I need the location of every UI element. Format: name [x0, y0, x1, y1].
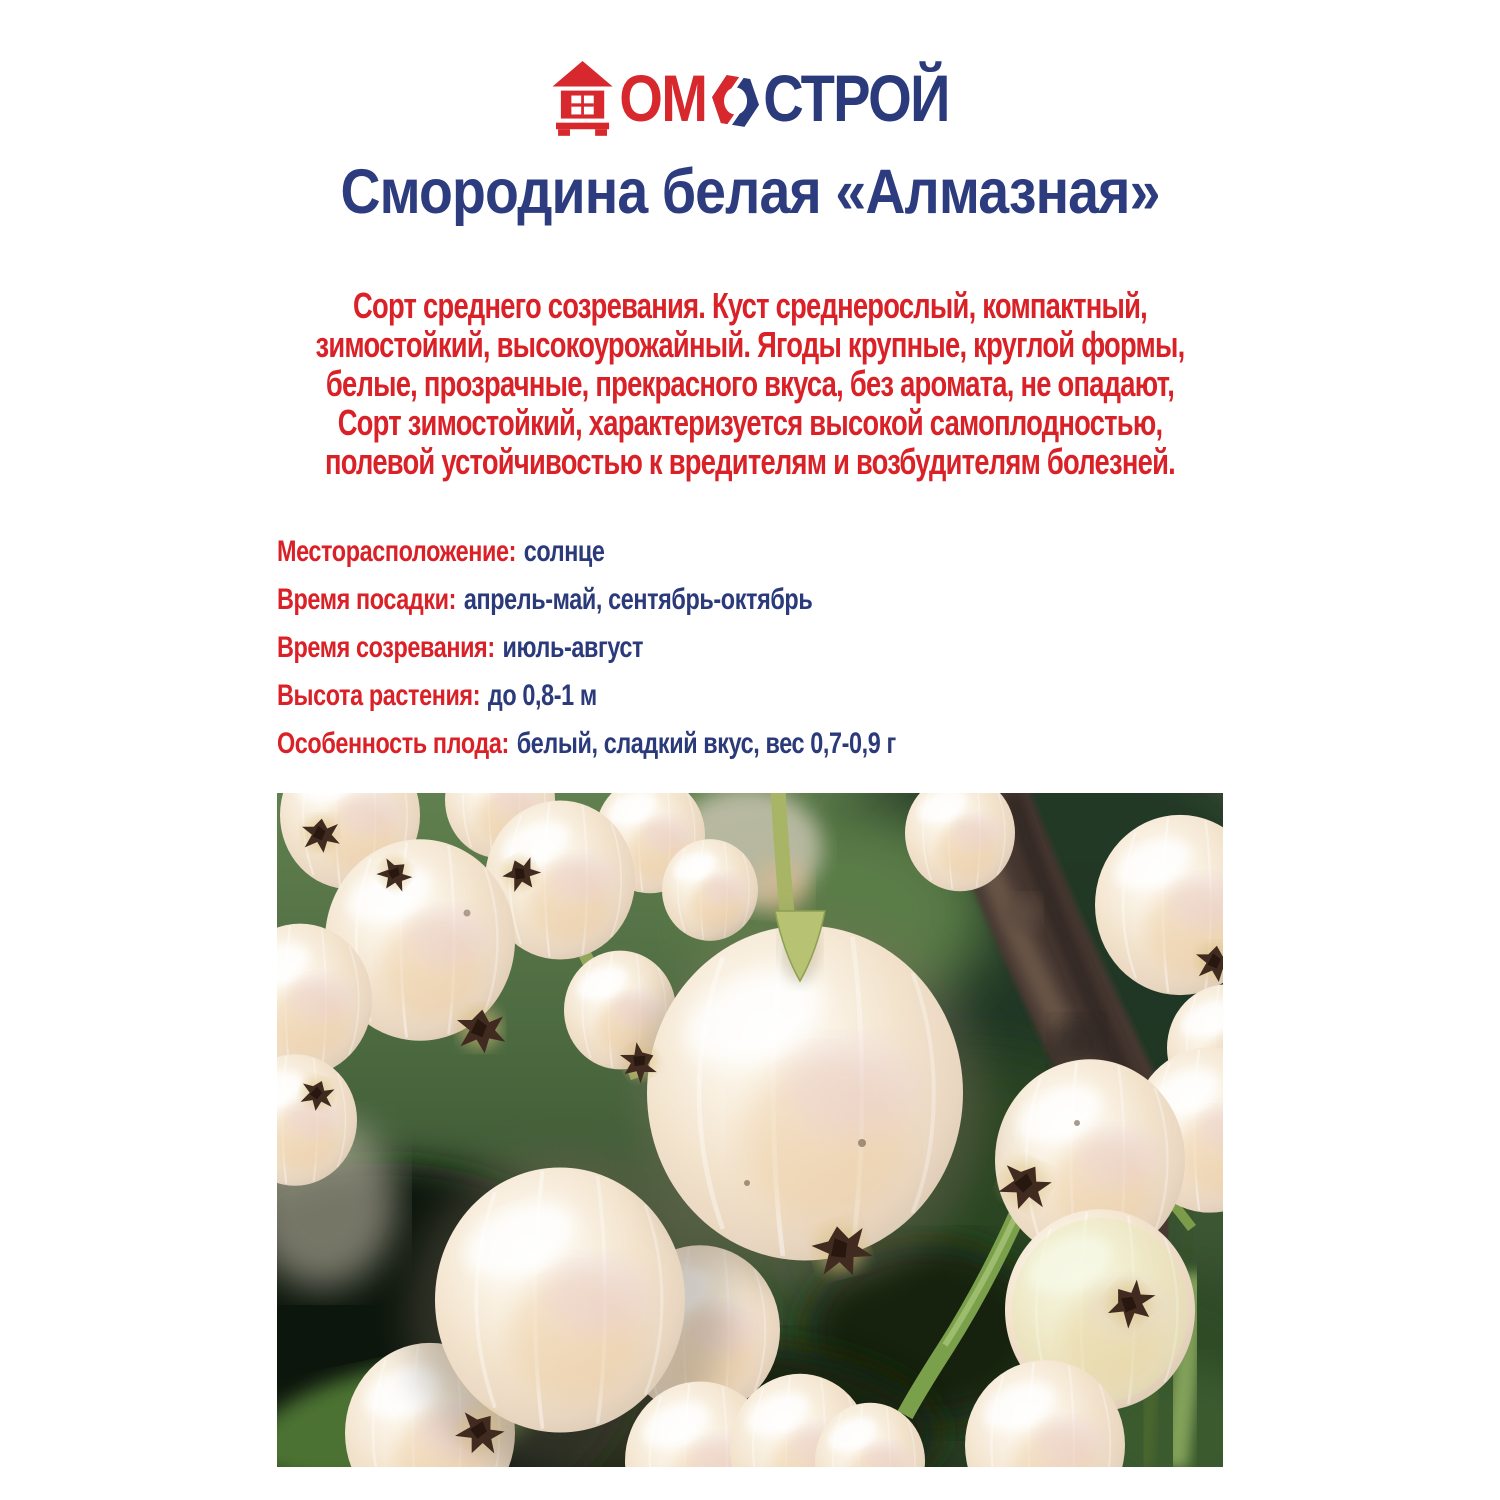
- logo-text-stroy: СТРОЙ: [763, 61, 949, 135]
- attribute-value: апрель-май, сентябрь-октябрь: [463, 583, 813, 616]
- attribute-row: [277, 576, 896, 624]
- attribute-row: [277, 720, 896, 768]
- attribute-label: Время созревания:: [277, 631, 495, 664]
- house-icon: [551, 57, 614, 139]
- description-line: Сорт среднего созревания. Куст среднерослый, компактный,: [353, 285, 1147, 326]
- description: [180, 286, 1320, 481]
- page-title: Смородина белая «Алмазная»: [340, 157, 1160, 227]
- attribute-row: [277, 624, 896, 672]
- attribute-value: до 0,8-1 м: [487, 679, 597, 712]
- attribute-value: июль-август: [502, 631, 644, 664]
- brand-logo: [113, 50, 1388, 146]
- description-line: зимостойкий, высокоурожайный. Ягоды крупные, круглой формы,: [315, 324, 1185, 365]
- nut-icon: [709, 70, 762, 132]
- description-line: Сорт зимостойкий, характеризуется высокой самоплодностью,: [337, 402, 1163, 443]
- attribute-label: Высота растения:: [277, 679, 481, 712]
- attribute-row: [277, 672, 896, 720]
- attribute-label: Время посадки:: [277, 583, 457, 616]
- attributes-list: [277, 528, 896, 768]
- attribute-row: [277, 528, 896, 576]
- product-photo: [277, 793, 1223, 1467]
- description-line: полевой устойчивостью к вредителям и возбудителям болезней.: [325, 441, 1175, 482]
- attribute-value: солнце: [523, 535, 605, 568]
- attribute-value: белый, сладкий вкус, вес 0,7-0,9 г: [516, 727, 896, 760]
- attribute-label: Месторасположение:: [277, 535, 516, 568]
- currant-photo-scene: [277, 793, 1223, 1467]
- logo-text-dom: ОМ: [619, 61, 707, 135]
- attribute-label: Особенность плода:: [277, 727, 509, 760]
- description-line: белые, прозрачные, прекрасного вкуса, без аромата, не опадают,: [325, 363, 1175, 404]
